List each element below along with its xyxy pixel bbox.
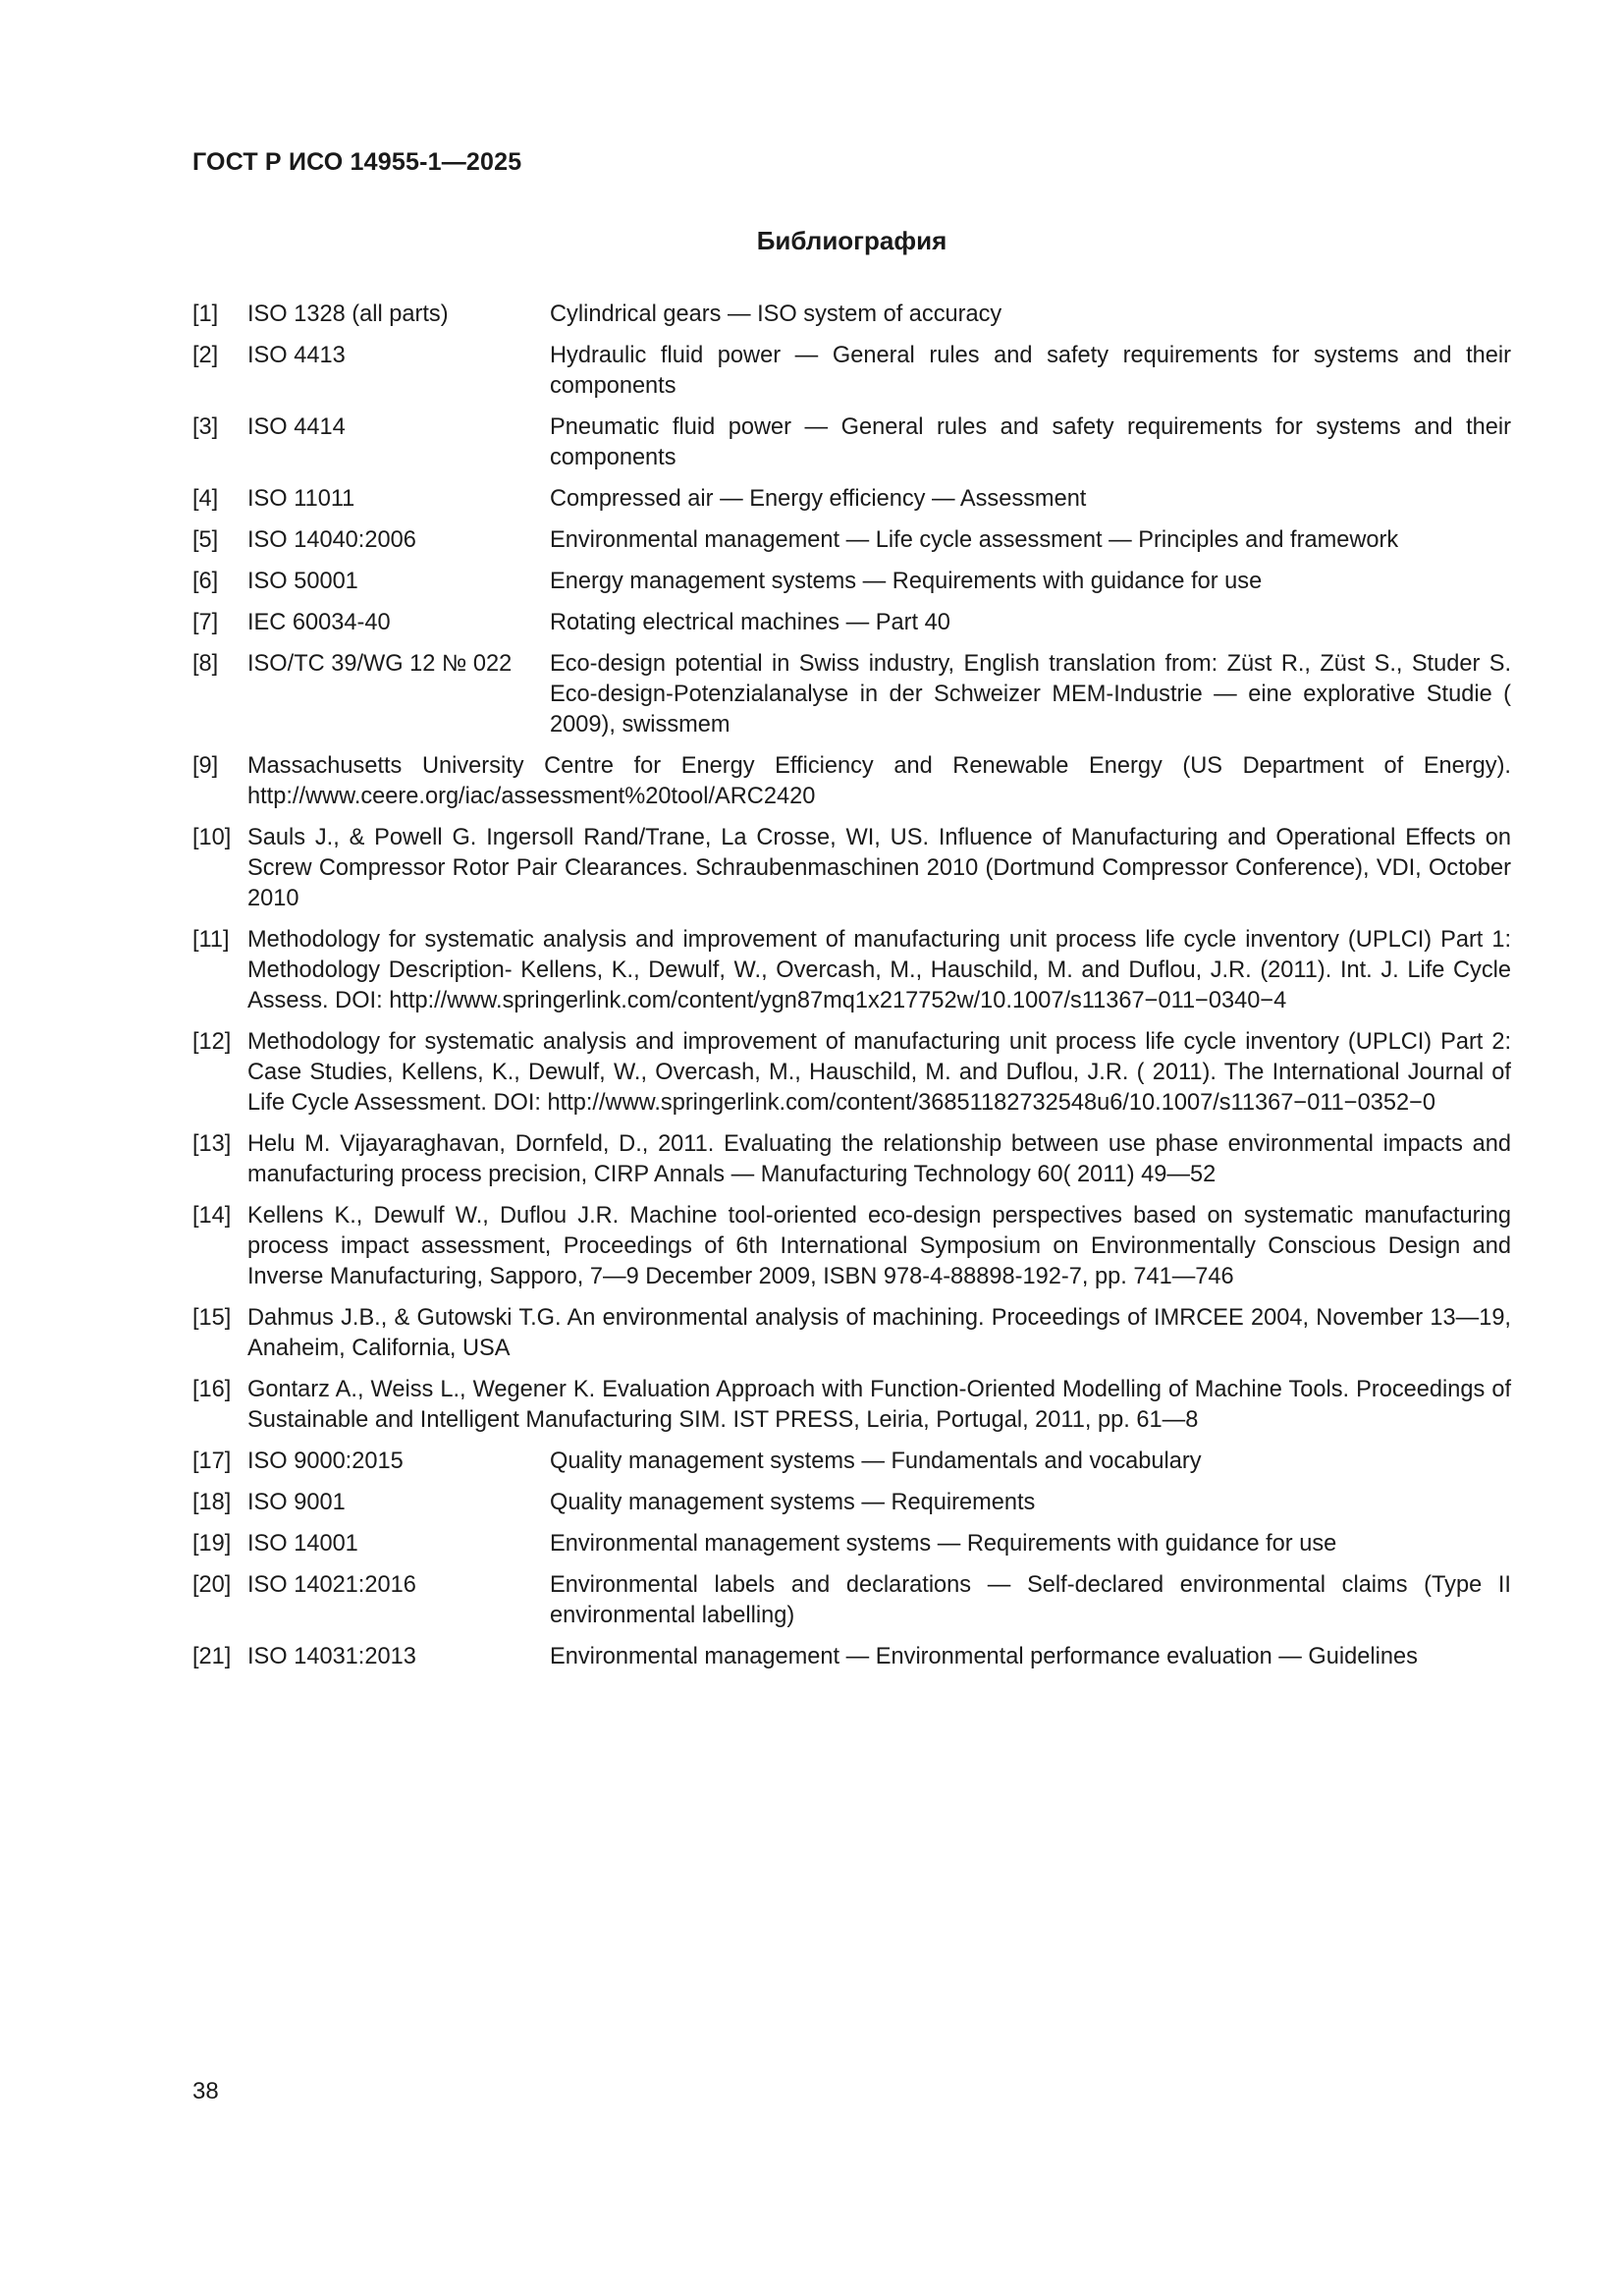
reference-entry	[192, 567, 1511, 597]
reference-title: Quality management systems — Requirements	[550, 1490, 1036, 1515]
reference-number: [4]	[192, 486, 219, 512]
reference-number: [8]	[192, 651, 219, 677]
reference-title: Environmental management — Life cycle assessment — Principles and framework	[550, 527, 1399, 553]
reference-title: Energy management systems — Requirements with guidance for use	[550, 569, 1263, 594]
reference-entry	[192, 751, 1511, 812]
reference-text: Gontarz A., Weiss L., Wegener K. Evaluation Approach with Function-Oriented Modelling of Machine Tools. Proceedings of Sustainable and Intelligent Manufacturing SIM. IST PRESS, Leiria, Portugal, 2011, pp. 61—8	[247, 1377, 1511, 1433]
reference-entry	[192, 925, 1511, 1016]
reference-text: Massachusetts University Centre for Energy Efficiency and Renewable Energy (US Department of Energy). http://www.ceere.org/iac/assessment%20tool/ARC2420	[247, 753, 1511, 809]
reference-number: [20]	[192, 1572, 232, 1598]
reference-number: [19]	[192, 1531, 232, 1557]
reference-entry	[192, 823, 1511, 914]
reference-entry	[192, 300, 1511, 330]
reference-code: ISO 9001	[247, 1490, 346, 1515]
reference-title: Cylindrical gears — ISO system of accuracy	[550, 301, 1002, 327]
reference-number: [15]	[192, 1305, 232, 1331]
reference-code: ISO 11011	[247, 486, 355, 512]
reference-number: [1]	[192, 301, 219, 327]
reference-code: ISO 14001	[247, 1531, 358, 1557]
reference-entry	[192, 1529, 1511, 1559]
reference-entry	[192, 1642, 1511, 1672]
reference-text: Kellens K., Dewulf W., Duflou J.R. Machine tool-oriented eco-design perspectives based on systematic manufacturing process impact assessment, Proceedings of 6th International Symposium on Environmentally Conscious Design and Inverse Manufacturing, Sapporo, 7—9 December 2009, ISBN 978-4-88898-192-7, pp. 741—746	[247, 1203, 1511, 1289]
reference-title: Compressed air — Energy efficiency — Assessment	[550, 486, 1087, 512]
reference-number: [3]	[192, 414, 219, 440]
reference-entry	[192, 525, 1511, 556]
reference-text: Methodology for systematic analysis and improvement of manufacturing unit process life cycle inventory (UPLCI) Part 1: Methodology Description- Kellens, K., Dewulf, W., Overcash, M., Hauschild, M. and Duflou, J.R. (2011). Int. J. Life Cycle Assess. DOI: http://www.springerlink.com/content/ygn87mq1x217752w/10.1007/s11367−011−0340−4	[247, 927, 1511, 1013]
reference-title: Hydraulic fluid power — General rules and safety requirements for systems and their components	[550, 343, 1511, 399]
reference-code: ISO 50001	[247, 569, 358, 594]
reference-code: ISO 14021:2016	[247, 1572, 416, 1598]
reference-entry	[192, 1570, 1511, 1631]
page-number: 38	[192, 2078, 219, 2105]
reference-number: [7]	[192, 610, 219, 635]
reference-code: ISO 4414	[247, 414, 346, 440]
reference-number: [12]	[192, 1029, 232, 1055]
reference-entry	[192, 1447, 1511, 1477]
reference-entry	[192, 1488, 1511, 1518]
reference-title: Eco-design potential in Swiss industry, English translation from: Züst R., Züst S., Studer S. Eco-design-Potenzialanalyse in der Schweizer MEM-Industrie — eine explorative Studie ( 2009), swissmem	[550, 651, 1511, 738]
reference-title: Environmental management — Environmental performance evaluation — Guidelines	[550, 1644, 1418, 1669]
reference-text: Dahmus J.B., & Gutowski T.G. An environmental analysis of machining. Proceedings of IMRCEE 2004, November 13—19, Anaheim, California, USA	[247, 1305, 1511, 1361]
reference-number: [9]	[192, 753, 219, 779]
bibliography-title: Библиография	[756, 226, 947, 255]
reference-entry	[192, 1129, 1511, 1190]
bibliography-list	[192, 300, 1511, 1683]
reference-number: [6]	[192, 569, 219, 594]
reference-code: ISO 14031:2013	[247, 1644, 416, 1669]
reference-title: Environmental labels and declarations — Self-declared environmental claims (Type II environmental labelling)	[550, 1572, 1511, 1628]
reference-title: Quality management systems — Fundamentals and vocabulary	[550, 1449, 1202, 1474]
reference-entry	[192, 484, 1511, 515]
reference-number: [2]	[192, 343, 219, 368]
standard-code-header: ГОСТ Р ИСО 14955-1—2025	[192, 148, 522, 176]
reference-code: ISO/TC 39/WG 12 № 022	[247, 651, 513, 677]
reference-number: [14]	[192, 1203, 232, 1229]
reference-number: [11]	[192, 927, 230, 953]
reference-code: ISO 9000:2015	[247, 1449, 404, 1474]
reference-number: [10]	[192, 825, 232, 850]
reference-number: [21]	[192, 1644, 232, 1669]
reference-title: Rotating electrical machines — Part 40	[550, 610, 950, 635]
reference-entry	[192, 1027, 1511, 1119]
reference-code: ISO 14040:2006	[247, 527, 416, 553]
reference-number: [16]	[192, 1377, 232, 1402]
reference-title: Environmental management systems — Requirements with guidance for use	[550, 1531, 1337, 1557]
reference-entry	[192, 608, 1511, 638]
reference-text: Sauls J., & Powell G. Ingersoll Rand/Trane, La Crosse, WI, US. Influence of Manufacturing and Operational Effects on Screw Compressor Rotor Pair Clearances. Schraubenmaschinen 2010 (Dortmund Compressor Conference), VDI, October 2010	[247, 825, 1511, 911]
reference-number: [5]	[192, 527, 219, 553]
reference-text: Helu M. Vijayaraghavan, Dornfeld, D., 2011. Evaluating the relationship between use phase environmental impacts and manufacturing process precision, CIRP Annals — Manufacturing Technology 60( 2011) 49—52	[247, 1131, 1511, 1187]
reference-number: [18]	[192, 1490, 232, 1515]
reference-code: ISO 1328 (all parts)	[247, 301, 449, 327]
reference-entry	[192, 649, 1511, 740]
reference-entry	[192, 1201, 1511, 1292]
reference-number: [13]	[192, 1131, 232, 1157]
reference-title: Pneumatic fluid power — General rules and safety requirements for systems and their components	[550, 414, 1511, 470]
reference-entry	[192, 412, 1511, 473]
reference-number: [17]	[192, 1449, 232, 1474]
reference-text: Methodology for systematic analysis and improvement of manufacturing unit process life cycle inventory (UPLCI) Part 2: Case Studies, Kellens, K., Dewulf, W., Overcash, M., Hauschild, M. and Duflou, J.R. ( 2011). The International Journal of Life Cycle Assessment. DOI: http://www.springerlink.com/content/36851182732548u6/10.1007/s11367−011−0352−0	[247, 1029, 1511, 1116]
reference-entry	[192, 341, 1511, 402]
reference-entry	[192, 1303, 1511, 1364]
reference-code: ISO 4413	[247, 343, 346, 368]
reference-entry	[192, 1375, 1511, 1436]
reference-code: IEC 60034-40	[247, 610, 391, 635]
